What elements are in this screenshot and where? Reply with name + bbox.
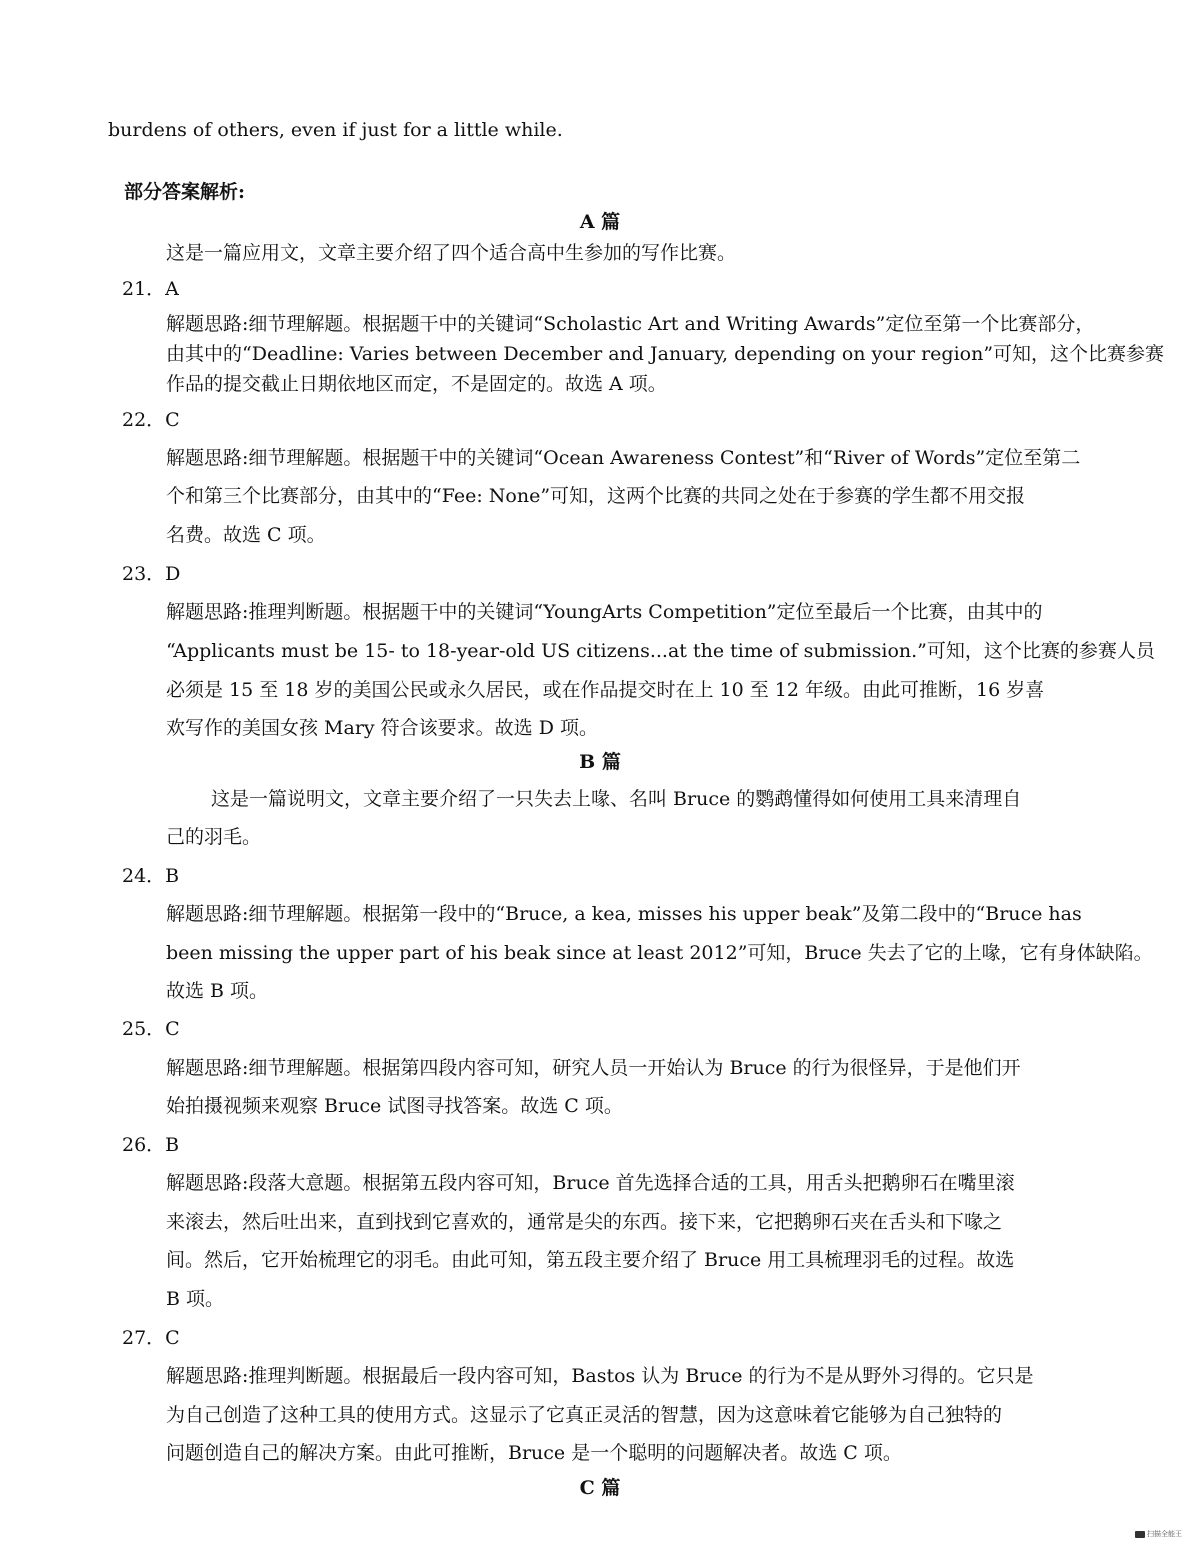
q26-explanation-line: 来滚去，然后吐出来，直到找到它喜欢的，通常是尖的东西。接下来，它把鹅卵石夹在舌头和下喙之 — [166, 1211, 1003, 1233]
q22-explanation-line: 名费。故选 C 项。 — [166, 524, 326, 546]
q21-explanation-line: 作品的提交截止日期依地区而定，不是固定的。故选 A 项。 — [166, 373, 667, 395]
q24-answer: 24．B — [122, 865, 180, 887]
q21-answer: 21．A — [122, 278, 179, 300]
section-heading: 部分答案解析: — [124, 181, 246, 203]
q24-explanation-line: 故选 B 项。 — [166, 980, 269, 1002]
passage-c-title: C 篇 — [579, 1477, 621, 1499]
q27-explanation-line: 解题思路:推理判断题。根据最后一段内容可知，Bastos 认为 Bruce 的行为不是从野外习得的。它只是 — [166, 1365, 1034, 1387]
passage-a-summary: 这是一篇应用文，文章主要介绍了四个适合高中生参加的写作比赛。 — [166, 242, 737, 264]
passage-b-title: B 篇 — [579, 751, 621, 773]
intro-tail-text: burdens of others, even if just for a little while. — [108, 119, 563, 141]
q26-answer: 26．B — [122, 1134, 180, 1156]
passage-b-summary: 这是一篇说明文，文章主要介绍了一只失去上喙、名叫 Bruce 的鹦鹉懂得如何使用工具来清理自 — [211, 788, 1022, 810]
q22-explanation-line: 解题思路:细节理解题。根据题干中的关键词“Ocean Awareness Contest”和“River of Words”定位至第二 — [166, 447, 1081, 469]
q23-explanation-line: 解题思路:推理判断题。根据题干中的关键词“YoungArts Competition”定位至最后一个比赛，由其中的 — [166, 601, 1043, 623]
q27-answer: 27．C — [122, 1327, 180, 1349]
q25-answer: 25．C — [122, 1018, 180, 1040]
scanner-logo-icon — [1135, 1531, 1145, 1538]
q26-explanation-line: 解题思路:段落大意题。根据第五段内容可知，Bruce 首先选择合适的工具，用舌头把鹅卵石在嘴里滚 — [166, 1172, 1015, 1194]
q26-explanation-line: B 项。 — [166, 1288, 225, 1310]
q23-answer: 23．D — [122, 563, 181, 585]
q22-explanation-line: 个和第三个比赛部分，由其中的“Fee: None”可知，这两个比赛的共同之处在于参赛的学生都不用交报 — [166, 485, 1026, 507]
scanner-watermark — [1135, 1529, 1182, 1539]
q23-explanation-line: “Applicants must be 15- to 18-year-old US citizens...at the time of submission.”可知，这个比赛的参赛人员 — [166, 640, 1155, 662]
q25-explanation-line: 始拍摄视频来观察 Bruce 试图寻找答案。故选 C 项。 — [166, 1095, 623, 1117]
q25-explanation-line: 解题思路:细节理解题。根据第四段内容可知，研究人员一开始认为 Bruce 的行为很怪异，于是他们开 — [166, 1057, 1021, 1079]
q24-explanation-line: been missing the upper part of his beak since at least 2012”可知，Bruce 失去了它的上喙，它有身体缺陷。 — [166, 942, 1153, 964]
watermark-text: 扫描全能王 — [1147, 1530, 1182, 1538]
q27-explanation-line: 问题创造自己的解决方案。由此可推断，Bruce 是一个聪明的问题解决者。故选 C 项。 — [166, 1442, 902, 1464]
q21-explanation-line: 解题思路:细节理解题。根据题干中的关键词“Scholastic Art and Writing Awards”定位至第一个比赛部分， — [166, 313, 1095, 335]
q22-answer: 22．C — [122, 409, 180, 431]
q27-explanation-line: 为自己创造了这种工具的使用方式。这显示了它真正灵活的智慧，因为这意味着它能够为自己独特的 — [166, 1404, 1003, 1426]
q24-explanation-line: 解题思路:细节理解题。根据第一段中的“Bruce, a kea, misses his upper beak”及第二段中的“Bruce has — [166, 903, 1082, 925]
q21-explanation-line: 由其中的“Deadline: Varies between December and January, depending on your region”可知，这个比赛参赛 — [166, 343, 1165, 365]
passage-b-summary: 己的羽毛。 — [166, 826, 262, 848]
q23-explanation-line: 必须是 15 至 18 岁的美国公民或永久居民，或在作品提交时在上 10 至 12 年级。由此可推断，16 岁喜 — [166, 679, 1045, 701]
q26-explanation-line: 间。然后，它开始梳理它的羽毛。由此可知，第五段主要介绍了 Bruce 用工具梳理羽毛的过程。故选 — [166, 1249, 1015, 1271]
passage-a-title: A 篇 — [579, 211, 621, 233]
q23-explanation-line: 欢写作的美国女孩 Mary 符合该要求。故选 D 项。 — [166, 717, 598, 739]
